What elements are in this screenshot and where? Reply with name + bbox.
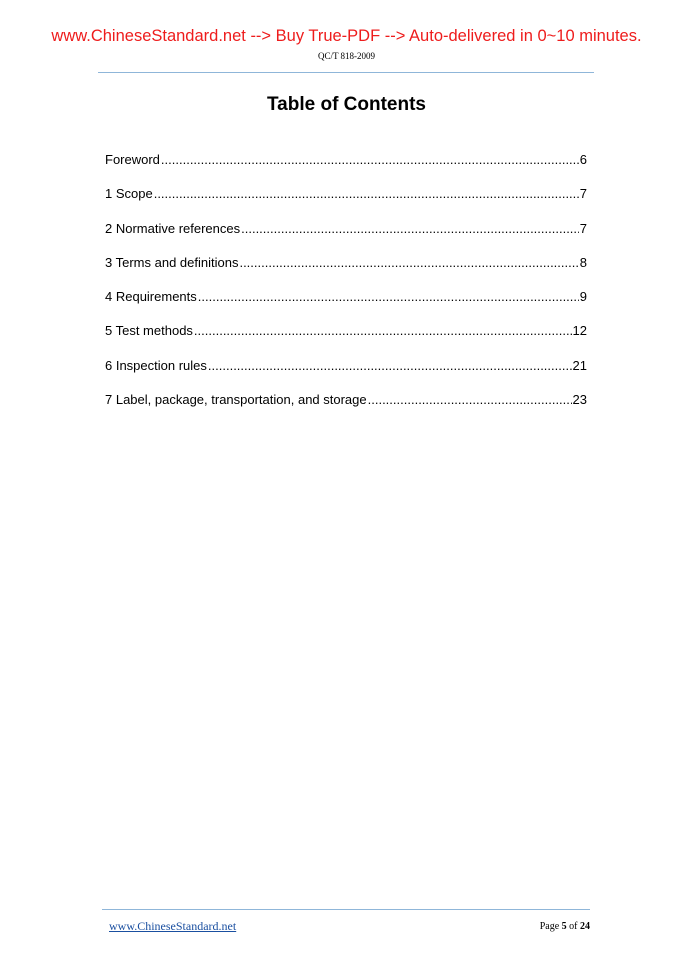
toc-entry-terms-and-definitions[interactable] xyxy=(105,255,587,289)
toc-entry-page: 21 xyxy=(572,357,587,373)
toc-entry-page: 12 xyxy=(572,323,587,339)
toc-entry-page: 23 xyxy=(572,392,587,408)
toc-dot-leader xyxy=(241,221,579,236)
toc-dot-leader xyxy=(239,255,578,270)
toc-entry-page: 8 xyxy=(579,254,587,270)
toc-dot-leader xyxy=(161,152,579,167)
footer-website-link[interactable]: www.ChineseStandard.net xyxy=(109,919,237,933)
toc-entry-label: 7 Label, package, transportation, and storage xyxy=(105,392,367,408)
toc-entry-scope[interactable] xyxy=(105,186,587,220)
table-of-contents xyxy=(105,152,587,426)
toc-entry-foreword[interactable] xyxy=(105,152,587,186)
page-of: of xyxy=(569,921,578,932)
toc-entry-inspection-rules[interactable] xyxy=(105,358,587,392)
toc-entry-test-methods[interactable] xyxy=(105,323,587,357)
toc-entry-page: 7 xyxy=(579,220,587,236)
toc-entry-normative-references[interactable] xyxy=(105,221,587,255)
toc-entry-requirements[interactable] xyxy=(105,289,587,323)
toc-entry-label: 5 Test methods xyxy=(105,323,193,339)
toc-entry-page: 9 xyxy=(579,289,587,305)
page-number xyxy=(540,921,590,932)
toc-entry-page: 6 xyxy=(579,152,587,167)
page-title: Table of Contents xyxy=(266,94,427,115)
toc-entry-label: 4 Requirements xyxy=(105,289,197,305)
toc-dot-leader xyxy=(198,289,579,304)
toc-dot-leader xyxy=(208,358,572,373)
promo-banner: www.ChineseStandard.net --> Buy True-PDF --> Auto-delivered in 0~10 minutes. xyxy=(51,27,642,45)
footer-divider xyxy=(102,909,590,910)
toc-dot-leader xyxy=(194,323,572,338)
toc-entry-label-package-transportation-storage[interactable] xyxy=(105,392,587,426)
toc-entry-label: 2 Normative references xyxy=(105,220,241,236)
header-divider xyxy=(98,72,594,73)
page-total: 24 xyxy=(580,921,590,932)
page-current: 5 xyxy=(561,921,567,932)
page-prefix: Page xyxy=(539,921,560,932)
toc-entry-label: 1 Scope xyxy=(105,186,153,202)
toc-dot-leader xyxy=(368,392,572,407)
toc-entry-label: 6 Inspection rules xyxy=(105,357,207,373)
toc-dot-leader xyxy=(154,186,579,201)
toc-entry-label: Foreword xyxy=(105,152,160,167)
document-code: QC/T 818-2009 xyxy=(317,51,376,61)
toc-entry-label: 3 Terms and definitions xyxy=(105,254,239,270)
toc-entry-page: 7 xyxy=(579,186,587,202)
